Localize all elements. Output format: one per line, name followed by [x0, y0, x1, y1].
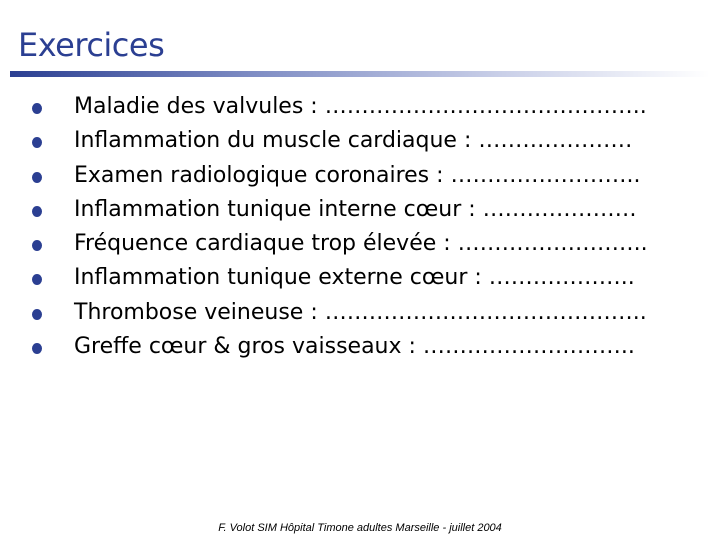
list-item-text: Thrombose veineuse : …………………………………….. — [74, 299, 647, 325]
list-item-text: Inflammation tunique interne cœur : ………………… — [74, 196, 637, 222]
bullet-icon — [32, 274, 42, 285]
list-item — [32, 296, 712, 330]
list-item — [32, 330, 712, 364]
list-item — [32, 90, 712, 124]
list-item — [32, 159, 712, 193]
footer-credit: F. Volot SIM Hôpital Timone adultes Marseille - juillet 2004 — [218, 522, 502, 534]
bullet-icon — [32, 343, 42, 354]
bullet-icon — [32, 240, 42, 251]
bullet-icon — [32, 309, 42, 320]
list-item — [32, 261, 712, 295]
title-underline — [10, 71, 710, 77]
bullet-icon — [32, 103, 42, 114]
slide-title: Exercices — [18, 26, 165, 64]
bullet-icon — [32, 206, 42, 217]
list-item — [32, 124, 712, 158]
bullet-icon — [32, 137, 42, 148]
list-item-text: Inflammation tunique externe cœur : ……………….. — [74, 265, 635, 291]
list-item-text: Inflammation du muscle cardiaque : ………………… — [74, 128, 633, 154]
list-item-text: Examen radiologique coronaires : …………………….. — [74, 162, 641, 188]
list-item-text: Greffe cœur & gros vaisseaux : ……………………….. — [74, 334, 635, 360]
bullet-icon — [32, 172, 42, 183]
exercise-list — [32, 90, 712, 364]
list-item-text: Maladie des valvules : …………………………………….. — [74, 94, 647, 119]
list-item — [32, 193, 712, 227]
list-item-text: Fréquence cardiaque trop élevée : …………………….. — [74, 231, 648, 257]
list-item — [32, 227, 712, 261]
